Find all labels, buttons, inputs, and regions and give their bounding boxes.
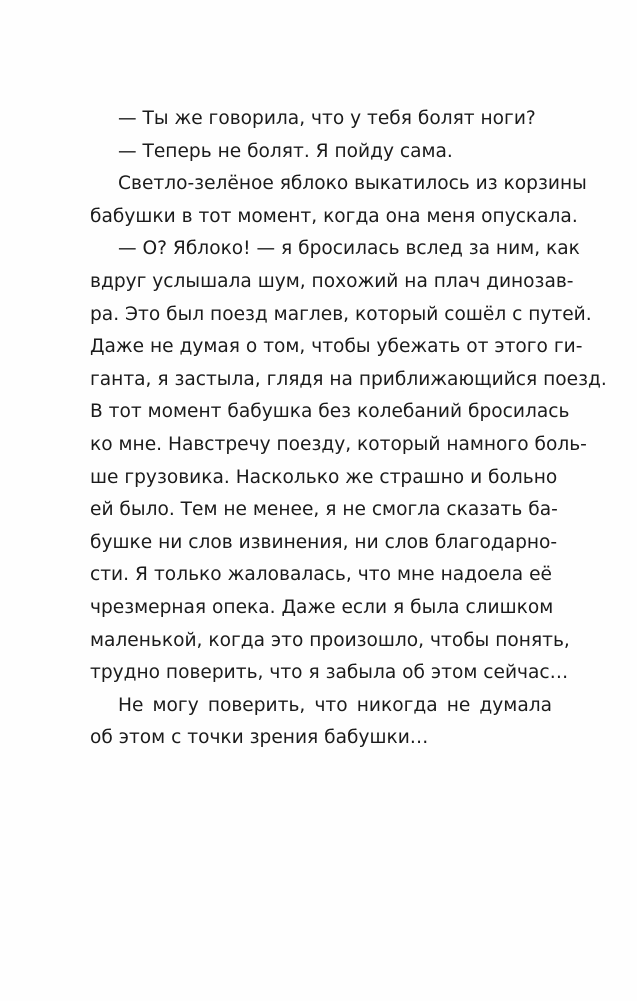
text-line: — Ты же говорила, что у тебя болят ноги?: [118, 108, 536, 129]
text-line: маленькой, когда это произошло, чтобы понять,: [90, 629, 570, 651]
text-line: трудно поверить, что я забыла об этом сейчас…: [90, 662, 569, 684]
text-line: ше грузовика. Насколько же страшно и больно: [90, 466, 558, 488]
text-line: чрезмерная опека. Даже если я была слишком: [90, 596, 554, 618]
text-line: сти. Я только жаловалась, что мне надоела её: [90, 564, 552, 586]
text-line: вдруг услышала шум, похожий на плач динозав-: [90, 270, 574, 292]
text-line: ей было. Тем не менее, я не смогла сказать ба-: [90, 499, 558, 521]
text-line: бабушки в тот момент, когда она меня опускала.: [90, 205, 578, 227]
text-line: — О? Яблоко! — я бросилась вслед за ним, как: [118, 238, 580, 260]
page-text: [90, 103, 607, 755]
text-line: В тот момент бабушка без колебаний бросилась: [90, 401, 570, 423]
text-line: бушке ни слов извинения, ни слов благодарно-: [90, 531, 558, 553]
text-line: Даже не думая о том, чтобы убежать от этого ги-: [90, 336, 583, 358]
text-line: Светло-зелёное яблоко выкатилось из корзины: [118, 173, 587, 195]
text-line: ганта, я застыла, глядя на приближающийся поезд.: [90, 368, 607, 390]
text-line: ра. Это был поезд маглев, который сошёл с путей.: [90, 303, 592, 325]
text-line: об этом с точки зрения бабушки…: [90, 727, 429, 749]
text-line: ко мне. Навстречу поезду, который намного боль-: [90, 433, 587, 455]
text-line: — Теперь не болят. Я пойду сама.: [118, 140, 453, 162]
text-line: Не могу поверить, что никогда не думала: [118, 694, 552, 716]
